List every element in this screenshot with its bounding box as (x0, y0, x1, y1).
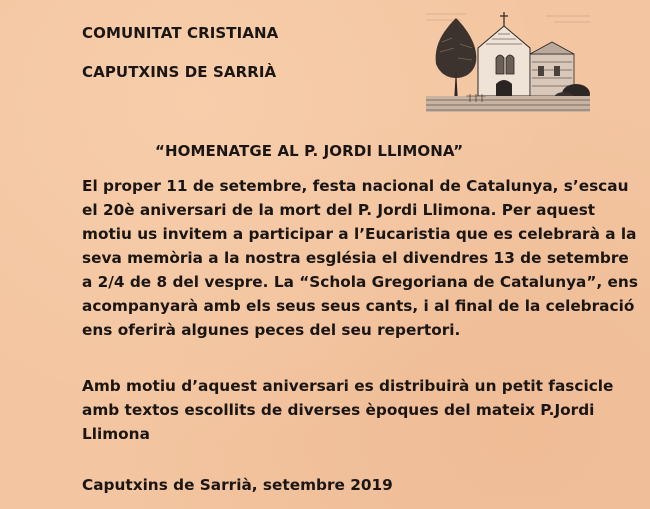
paragraph-line: a 2/4 de 8 del vespre. La “Schola Gregoriana de Catalunya”, ens (82, 273, 638, 291)
paragraph-line: amb textos escollits de diverses èpoques del mateix P.Jordi (82, 401, 595, 419)
organization-subname: CAPUTXINS DE SARRIÀ (82, 63, 277, 81)
paragraph-line: el 20è aniversari de la mort del P. Jordi Llimona. Per aquest (82, 201, 596, 219)
announcement-paragraph (82, 174, 638, 342)
organization-name: COMUNITAT CRISTIANA (82, 24, 279, 42)
paragraph-line: acompanyarà amb els seus seus cants, i al final de la celebració (82, 297, 635, 315)
paragraph-line: Amb motiu d’aquest aniversari es distribuirà un petit fascicle (82, 377, 614, 395)
paragraph-line: ens oferirà algunes peces del seu repertori. (82, 321, 461, 339)
paragraph-line: motiu us invitem a participar a l’Eucaristia que es celebrarà a la (82, 225, 637, 243)
signature-line: Caputxins de Sarrià, setembre 2019 (82, 476, 393, 494)
paragraph-line: Llimona (82, 425, 150, 443)
paragraph-line: seva memòria a la nostra església el divendres 13 de setembre (82, 249, 629, 267)
church-drawing-icon (426, 8, 590, 112)
paragraph-line: El proper 11 de setembre, festa nacional de Catalunya, s’escau (82, 177, 629, 195)
page-title: “HOMENATGE AL P. JORDI LLIMONA” (155, 142, 464, 160)
booklet-paragraph (82, 374, 614, 446)
